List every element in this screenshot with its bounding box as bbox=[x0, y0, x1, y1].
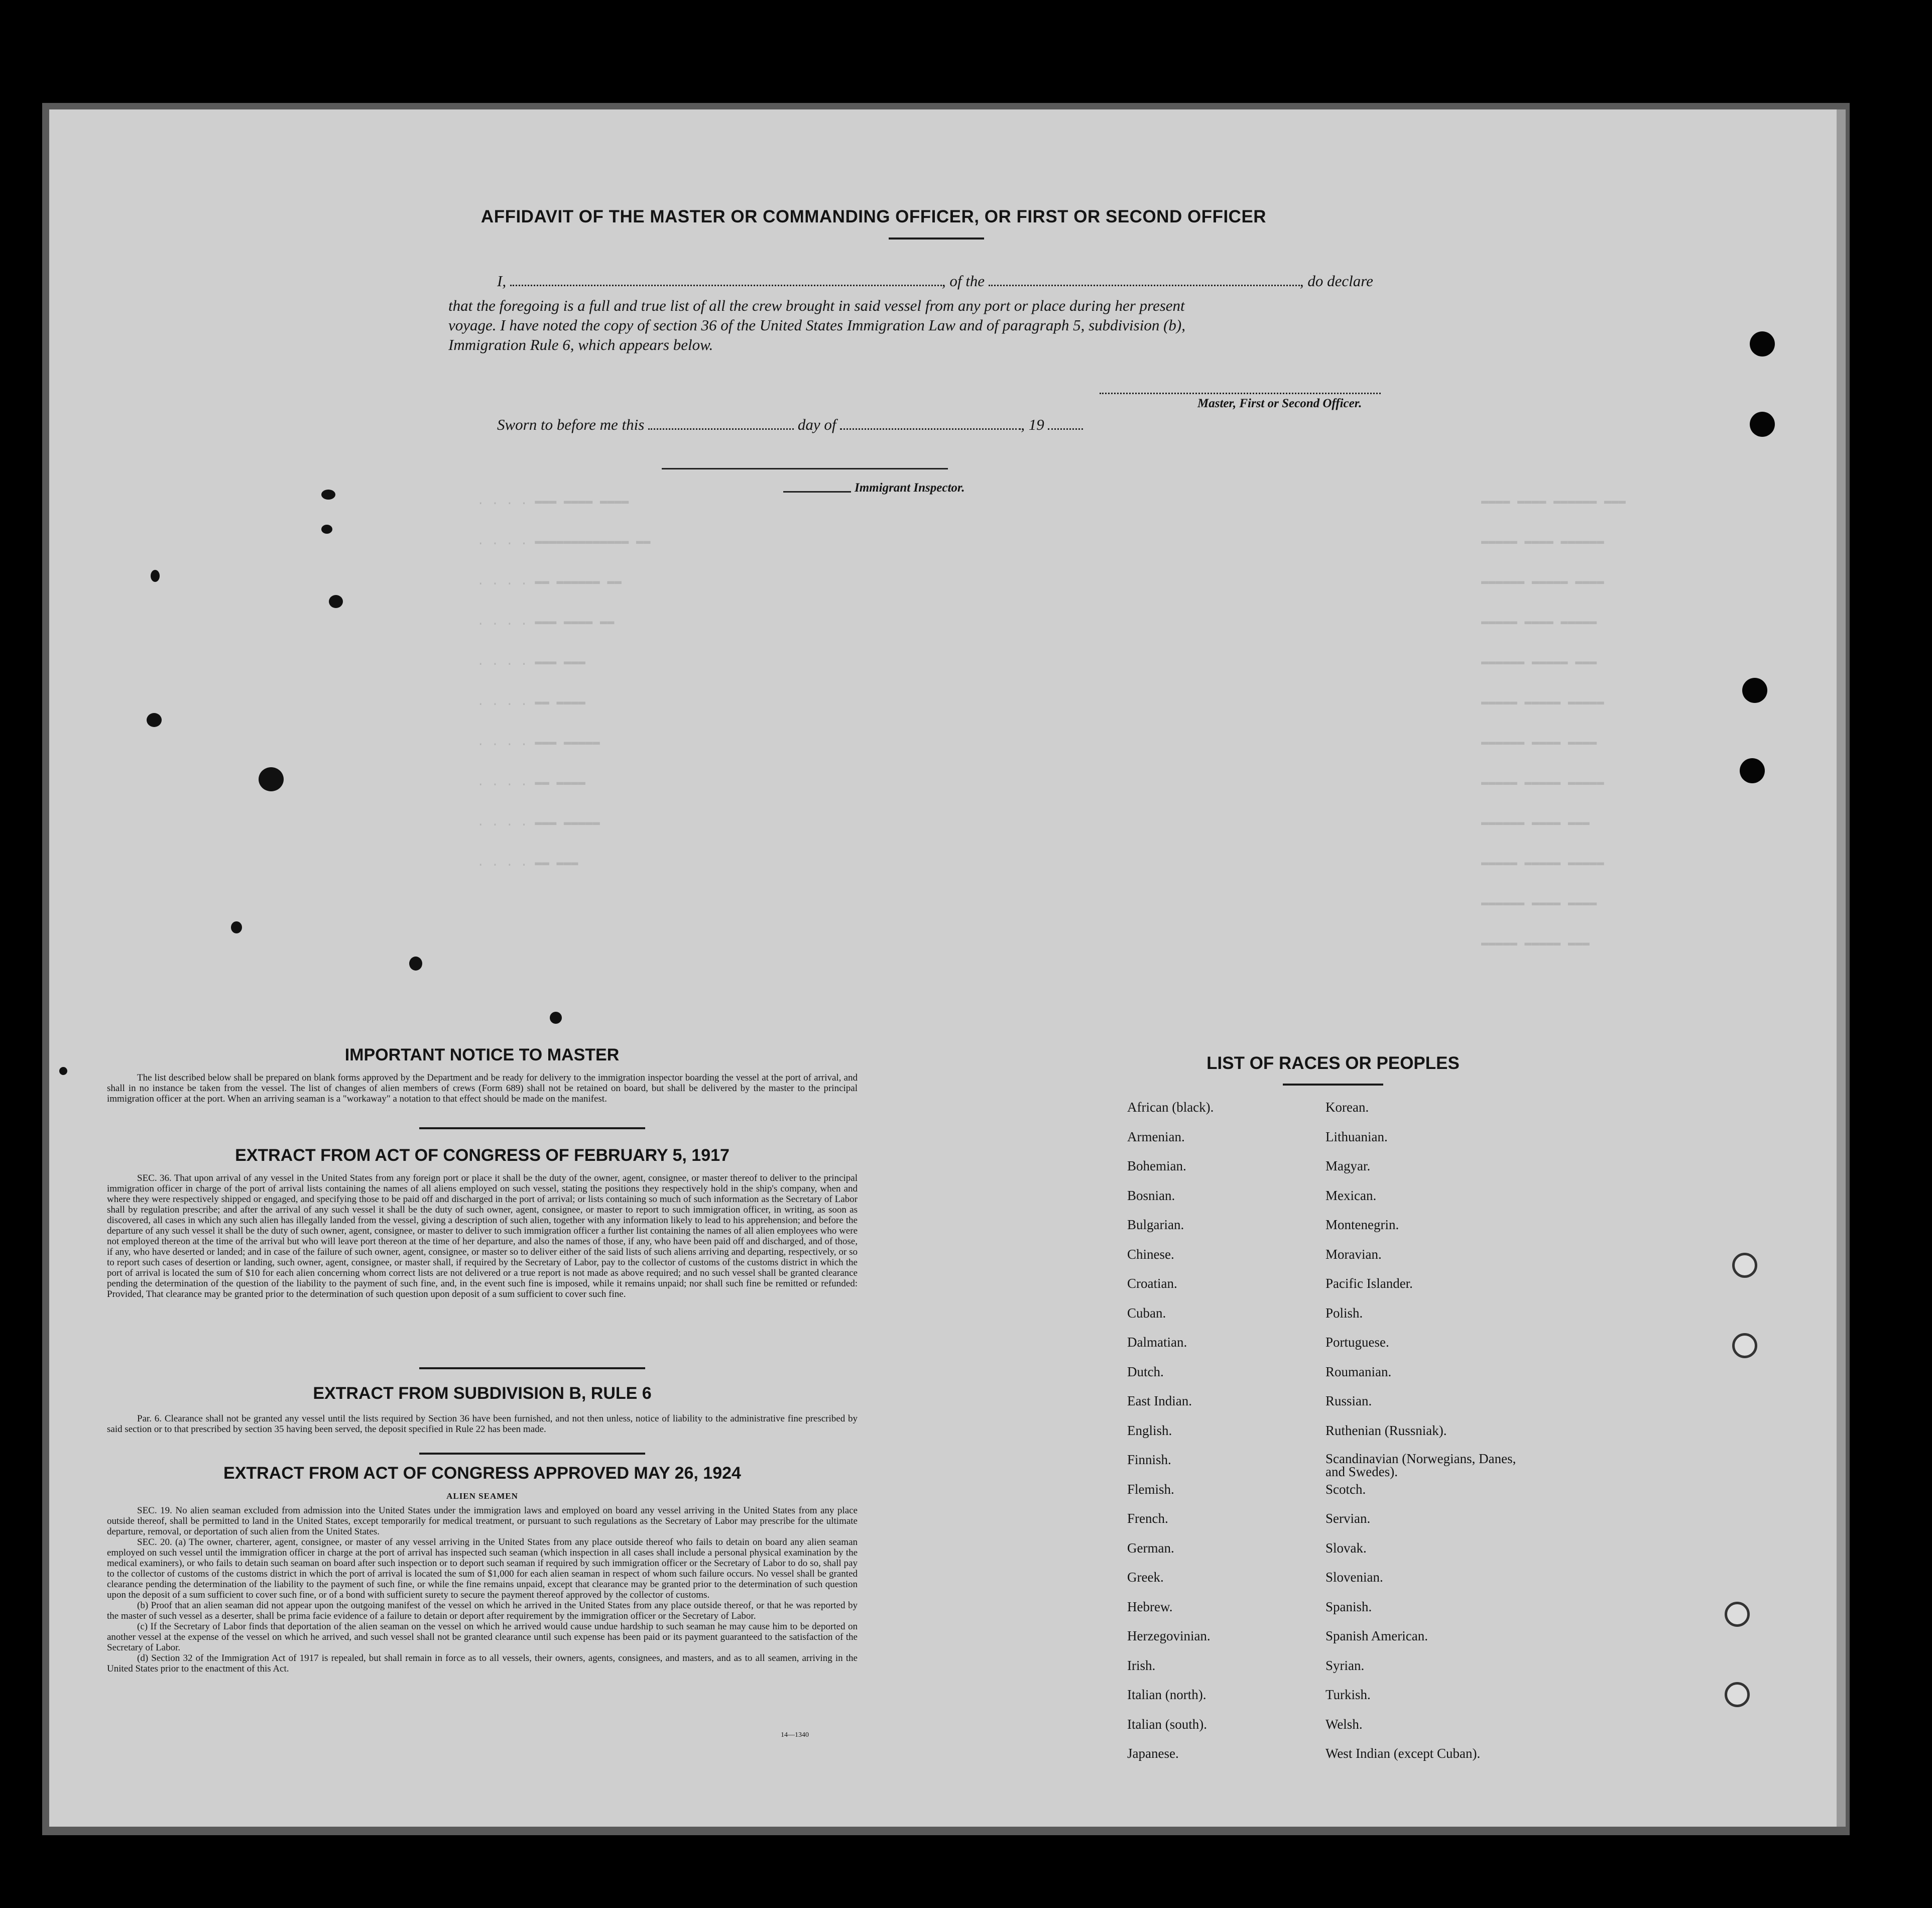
section-divider bbox=[419, 1127, 645, 1129]
bleed-through-text: . . . . ▬▬ ▬▬▬▬▬▬ ▬▬ bbox=[477, 575, 622, 588]
race-item: Polish. bbox=[1325, 1305, 1363, 1321]
race-item: Spanish. bbox=[1325, 1599, 1372, 1614]
bleed-through-text: . . . . ▬▬ ▬▬▬▬ bbox=[477, 695, 586, 709]
race-item: Syrian. bbox=[1325, 1657, 1365, 1673]
sworn-month-blank[interactable] bbox=[840, 415, 1021, 430]
ink-spot bbox=[409, 957, 422, 971]
race-item: African (black). bbox=[1127, 1100, 1214, 1115]
extract-1924-body bbox=[107, 1505, 858, 1674]
race-item: West Indian (except Cuban). bbox=[1325, 1746, 1481, 1761]
race-item: Magyar. bbox=[1325, 1158, 1371, 1173]
race-item: Dutch. bbox=[1127, 1364, 1164, 1379]
affidavit-line-2: that the foregoing is a full and true list of all the crew brought in said vessel from any port or place during her present bbox=[448, 297, 1185, 314]
master-signature-label: Master, First or Second Officer. bbox=[1197, 397, 1362, 410]
ink-spot bbox=[151, 570, 160, 582]
sec20b-paragraph: (b) Proof that an alien seaman did not appear upon the outgoing manifest of the vessel on which he arrived in the United States from any place outside thereof, or that he was reported by the master of such vessel as a deserter, shall be prima facie evidence of a failure to detain or deport after requirement by the immigration officer or the Secretary of Labor. bbox=[107, 1600, 858, 1621]
race-item: Mexican. bbox=[1325, 1187, 1377, 1203]
bleed-through-text: . . . . ▬▬▬ ▬▬▬▬ ▬▬▬▬ bbox=[477, 495, 629, 508]
ink-spot bbox=[231, 921, 242, 933]
race-item: Roumanian. bbox=[1325, 1364, 1392, 1379]
race-item: Bulgarian. bbox=[1127, 1217, 1184, 1232]
sworn-day-of: day of bbox=[797, 416, 836, 433]
race-item: Herzegovinian. bbox=[1127, 1628, 1211, 1643]
race-item: Slovenian. bbox=[1325, 1570, 1383, 1585]
race-item: Pacific Islander. bbox=[1325, 1276, 1413, 1291]
bleed-through-text: ▬▬▬▬▬▬ ▬▬▬▬ ▬▬▬ bbox=[1481, 816, 1590, 829]
sworn-line bbox=[497, 415, 1083, 434]
sec20c-paragraph: (c) If the Secretary of Labor finds that deportation of the alien seaman on the vessel on which he arrived would cause undue hardship to such seaman he may cause him to be deported on another vessel at the expense of the vessel on which he arrived, and such vessel shall not be granted clearance until such expense has been paid or its payment guaranteed to the satisfaction of the Secretary of Labor. bbox=[107, 1621, 858, 1653]
race-item: Italian (north). bbox=[1127, 1687, 1206, 1702]
inspector-label: Immigrant Inspector. bbox=[855, 481, 965, 495]
inspector-signature-line[interactable] bbox=[662, 468, 948, 469]
binder-hole bbox=[1750, 412, 1775, 437]
bleed-through-text: ▬▬▬▬▬ ▬▬▬▬▬ ▬▬▬▬▬ bbox=[1481, 776, 1604, 789]
race-item: Korean. bbox=[1325, 1100, 1369, 1115]
race-item: Turkish. bbox=[1325, 1687, 1371, 1702]
notice-text: The list described below shall be prepared on blank forms approved by the Department and be ready for delivery to the immigration inspector boarding the vessel at the port of arrival, and shall in no instance be taken from the vessel. The list of changes of alien members of crews (Form 689) shall not be retained on board, but shall be delivered by the master to the principal immigration officer at the port. When an arriving seaman is a "workaway" a notation to that effect should be made on the manifest. bbox=[107, 1072, 858, 1104]
sworn-year-blank[interactable] bbox=[1048, 415, 1083, 430]
race-item: Flemish. bbox=[1127, 1481, 1174, 1497]
races-right-column bbox=[1325, 1100, 1536, 1775]
bleed-through-text: ▬▬▬▬ ▬▬▬▬ ▬▬▬▬▬▬ ▬▬▬ bbox=[1481, 495, 1626, 508]
race-item: Greek. bbox=[1127, 1570, 1164, 1585]
sworn-day-blank[interactable] bbox=[648, 415, 794, 430]
race-item: Scandinavian (Norwegians, Danes, and Swedes). bbox=[1325, 1451, 1516, 1479]
bleed-through-text: . . . . ▬▬ ▬▬▬▬ bbox=[477, 776, 586, 789]
race-item: Montenegrin. bbox=[1325, 1217, 1399, 1232]
vessel-name-blank[interactable] bbox=[989, 272, 1300, 286]
race-item: Italian (south). bbox=[1127, 1716, 1207, 1732]
bleed-through-text: ▬▬▬▬▬ ▬▬▬▬▬ ▬▬▬▬▬ bbox=[1481, 856, 1604, 870]
race-item: Ruthenian (Russniak). bbox=[1325, 1422, 1447, 1438]
extract-rule6-text: Par. 6. Clearance shall not be granted any vessel until the lists required by Section 36 have been furnished, and not then unless, notice of liability to the administrative fine prescribed by said section or to that prescribed by section 35 having been served, the deposit specified in Rule 22 has been made. bbox=[107, 1413, 858, 1435]
bleed-through-text: ▬▬▬▬▬ ▬▬▬▬ ▬▬▬▬▬ bbox=[1481, 615, 1597, 629]
race-item: Chinese. bbox=[1127, 1246, 1174, 1262]
bleed-through-text: ▬▬▬▬▬ ▬▬▬▬▬ ▬▬▬▬▬ bbox=[1481, 695, 1604, 709]
binder-hole bbox=[1742, 678, 1767, 703]
race-item: Scotch. bbox=[1325, 1481, 1366, 1497]
race-item: Dalmatian. bbox=[1127, 1335, 1187, 1350]
ink-spot bbox=[59, 1067, 67, 1075]
race-item: English. bbox=[1127, 1422, 1172, 1438]
ink-spot bbox=[321, 490, 335, 500]
bleed-through-text: . . . . ▬▬▬▬▬▬▬▬▬▬▬▬▬ ▬▬ bbox=[477, 535, 651, 548]
bleed-through-text: . . . . ▬▬▬ ▬▬▬▬▬ bbox=[477, 816, 600, 829]
sec20d-paragraph: (d) Section 32 of the Immigration Act of 1917 is repealed, but shall remain in force as to all vessels, their owners, agents, consignees, and masters, and as to all seamen, arriving in the United States prior to the enactment of this Act. bbox=[107, 1653, 858, 1674]
affidavit-title: AFFIDAVIT OF THE MASTER OR COMMANDING OFFICER, OR FIRST OR SECOND OFFICER bbox=[480, 207, 1267, 226]
race-item: Cuban. bbox=[1127, 1305, 1166, 1321]
sworn-year-prefix: , 19 bbox=[1021, 416, 1044, 433]
race-item: Hebrew. bbox=[1127, 1599, 1173, 1614]
bleed-through-text: . . . . ▬▬▬ ▬▬▬▬▬ bbox=[477, 736, 600, 749]
race-item: German. bbox=[1127, 1540, 1174, 1556]
binder-ring bbox=[1732, 1253, 1757, 1278]
binder-hole bbox=[1740, 758, 1765, 783]
race-item: Spanish American. bbox=[1325, 1628, 1428, 1643]
races-left-column bbox=[1127, 1100, 1318, 1775]
notice-title: IMPORTANT NOTICE TO MASTER bbox=[344, 1045, 620, 1064]
race-item: Portuguese. bbox=[1325, 1335, 1389, 1350]
bleed-through-text: ▬▬▬▬▬▬ ▬▬▬▬ ▬▬▬▬ bbox=[1481, 736, 1597, 749]
title-divider bbox=[889, 237, 984, 240]
binder-ring bbox=[1732, 1333, 1757, 1358]
bleed-through-text: ▬▬▬▬▬ ▬▬▬▬ ▬▬▬▬▬▬ bbox=[1481, 535, 1604, 548]
races-title-divider bbox=[1283, 1084, 1383, 1086]
extract-rule6-title: EXTRACT FROM SUBDIVISION B, RULE 6 bbox=[313, 1384, 652, 1403]
inspector-signature-underline bbox=[783, 491, 851, 493]
race-item: Japanese. bbox=[1127, 1746, 1179, 1761]
bleed-through-text: . . . . ▬▬ ▬▬▬ bbox=[477, 856, 578, 870]
race-item: Finnish. bbox=[1127, 1452, 1171, 1467]
affidavit-line1-start: I, bbox=[497, 272, 507, 290]
ink-spot bbox=[321, 525, 332, 534]
master-signature-line[interactable] bbox=[1100, 393, 1381, 394]
affidavit-line-3: voyage. I have noted the copy of section 36 of the United States Immigration Law and of paragraph 5, subdivision (b), bbox=[448, 316, 1185, 334]
race-item: Slovak. bbox=[1325, 1540, 1367, 1556]
race-item: Moravian. bbox=[1325, 1246, 1382, 1262]
race-item: Croatian. bbox=[1127, 1276, 1177, 1291]
race-item: Bosnian. bbox=[1127, 1187, 1175, 1203]
race-item: Russian. bbox=[1325, 1393, 1372, 1408]
ink-spot bbox=[259, 767, 284, 791]
affidavit-line1-mid: , of the bbox=[941, 272, 985, 290]
race-item: Irish. bbox=[1127, 1657, 1156, 1673]
form-number: 14—1340 bbox=[781, 1731, 809, 1739]
binder-ring bbox=[1725, 1682, 1750, 1707]
sworn-text: Sworn to before me this bbox=[497, 416, 645, 433]
declarant-name-blank[interactable] bbox=[510, 272, 942, 286]
extract-1917-text: SEC. 36. That upon arrival of any vessel in the United States from any foreign port or place it shall be the duty of the owner, agent, consignee, or master thereof to deliver to the principal immigration officer in charge of the port of arrival lists containing the names of all aliens employed on such vessel, stating the positions they respectively hold in the ship's company, when and where they were respectively shipped or engaged, and specifying those to be paid off and discharged in the port of arrival; or lists containing so much of such information as the Secretary of Labor shall by regulation prescribe; and after the arrival of any such vessel it shall be the duty of such owner, agent, consignee, or master to report to such immigration officer, in writing, as soon as discovered, all cases in which any such alien has illegally landed from the vessel, giving a description of such alien, together with any information likely to lead to his apprehension; and before the departure of any such vessel it shall be the duty of such owner, agent, consignee, or master to deliver to such immigration officer a further list containing the names of all alien employees who were not employed thereon at the time of the arrival but who will leave port thereon at the time of her departure, and also the names of those, if any, who have been paid off and discharged, and of those, if any, who have deserted or landed; and in case of the failure of such owner, agent, consignee, or master so to deliver either of the said lists of such aliens arriving and departing, respectively, or so to report such cases of desertion or landing, such owner, agent, consignee, or master shall, if required by the Secretary of Labor, pay to the collector of customs of the customs district in which the port of arrival is located the sum of $10 for each alien concerning whom correct lists are not delivered or a true report is not made as above required; and no such vessel shall be granted clearance pending the determination of the question of the liability to the payment of such fine, and, in the event such fine is imposed, while it remains unpaid; nor shall such fine be remitted or refunded: Provided, That clearance may be granted prior to the determination of such question upon deposit of a sum sufficient to cover such fine. bbox=[107, 1173, 858, 1299]
ink-spot bbox=[147, 713, 162, 727]
extract-1917-title: EXTRACT FROM ACT OF CONGRESS OF FEBRUARY 5, 1917 bbox=[235, 1146, 730, 1165]
races-title: LIST OF RACES OR PEOPLES bbox=[1206, 1053, 1460, 1073]
affidavit-line-4: Immigration Rule 6, which appears below. bbox=[448, 336, 713, 353]
bleed-through-text: ▬▬▬▬▬▬ ▬▬▬▬▬ ▬▬▬▬ bbox=[1481, 575, 1604, 588]
race-item: Armenian. bbox=[1127, 1129, 1185, 1144]
bleed-through-text: . . . . ▬▬▬ ▬▬▬ bbox=[477, 655, 586, 669]
ink-spot bbox=[550, 1012, 562, 1024]
affidavit-line1-end: , do declare bbox=[1299, 272, 1373, 290]
race-item: French. bbox=[1127, 1511, 1168, 1526]
bleed-through-text: ▬▬▬▬▬▬ ▬▬▬▬▬ ▬▬▬ bbox=[1481, 655, 1597, 669]
bleed-through-text: . . . . ▬▬▬ ▬▬▬▬ ▬▬ bbox=[477, 615, 615, 629]
binder-hole bbox=[1750, 331, 1775, 356]
race-item: East Indian. bbox=[1127, 1393, 1192, 1408]
section-divider bbox=[419, 1367, 645, 1369]
race-item: Lithuanian. bbox=[1325, 1129, 1388, 1144]
sec19-paragraph: SEC. 19. No alien seaman excluded from admission into the United States under the immigration laws and employed on board any vessel arriving in the United States from any place outside thereof, shall be permitted to land in the United States, except temporarily for medical treatment, or pursuant to such regulations as the Secretary of Labor may prescribe for the ultimate departure, removal, or deportation of such alien from the United States. bbox=[107, 1505, 858, 1537]
race-item: Bohemian. bbox=[1127, 1158, 1186, 1173]
affidavit-line-1 bbox=[497, 272, 1373, 290]
extract-1924-subtitle: ALIEN SEAMEN bbox=[446, 1491, 518, 1501]
sec20a-paragraph: SEC. 20. (a) The owner, charterer, agent, consignee, or master of any vessel arriving in the United States from any place outside thereof who fails to detain on board any alien seaman employed on such vessel until the immigration officer in charge at the port of arrival has inspected such seaman (which inspection in all cases shall include a personal physical examination by the medical examiners), or who fails to detain such seaman on board after such inspection or to deport such seaman if required by such immigration officer or the Secretary of Labor to do so, shall pay to the collector of customs of the customs district in which the port of arrival is located the sum of $1,000 for each alien seaman in respect of whom such failure occurs. No vessel shall be granted clearance pending the determination of the liability to the payment of such fine, or while the fine remains unpaid, except that clearance may be granted prior to the determination of such question upon the deposit of a sum sufficient to cover such fine, or of a bond with sufficient surety to secure the payment thereof approved by the collector of customs. bbox=[107, 1537, 858, 1600]
extract-1924-title: EXTRACT FROM ACT OF CONGRESS APPROVED MAY 26, 1924 bbox=[223, 1464, 741, 1483]
bleed-through-text: ▬▬▬▬▬ ▬▬▬▬▬ ▬▬▬ bbox=[1481, 936, 1590, 950]
section-divider bbox=[419, 1453, 645, 1455]
race-item: Servian. bbox=[1325, 1511, 1371, 1526]
bleed-through-text: ▬▬▬▬▬▬ ▬▬▬▬ ▬▬▬▬ bbox=[1481, 896, 1597, 910]
binder-ring bbox=[1725, 1602, 1750, 1627]
ink-spot bbox=[329, 595, 343, 608]
race-item: Welsh. bbox=[1325, 1716, 1363, 1732]
